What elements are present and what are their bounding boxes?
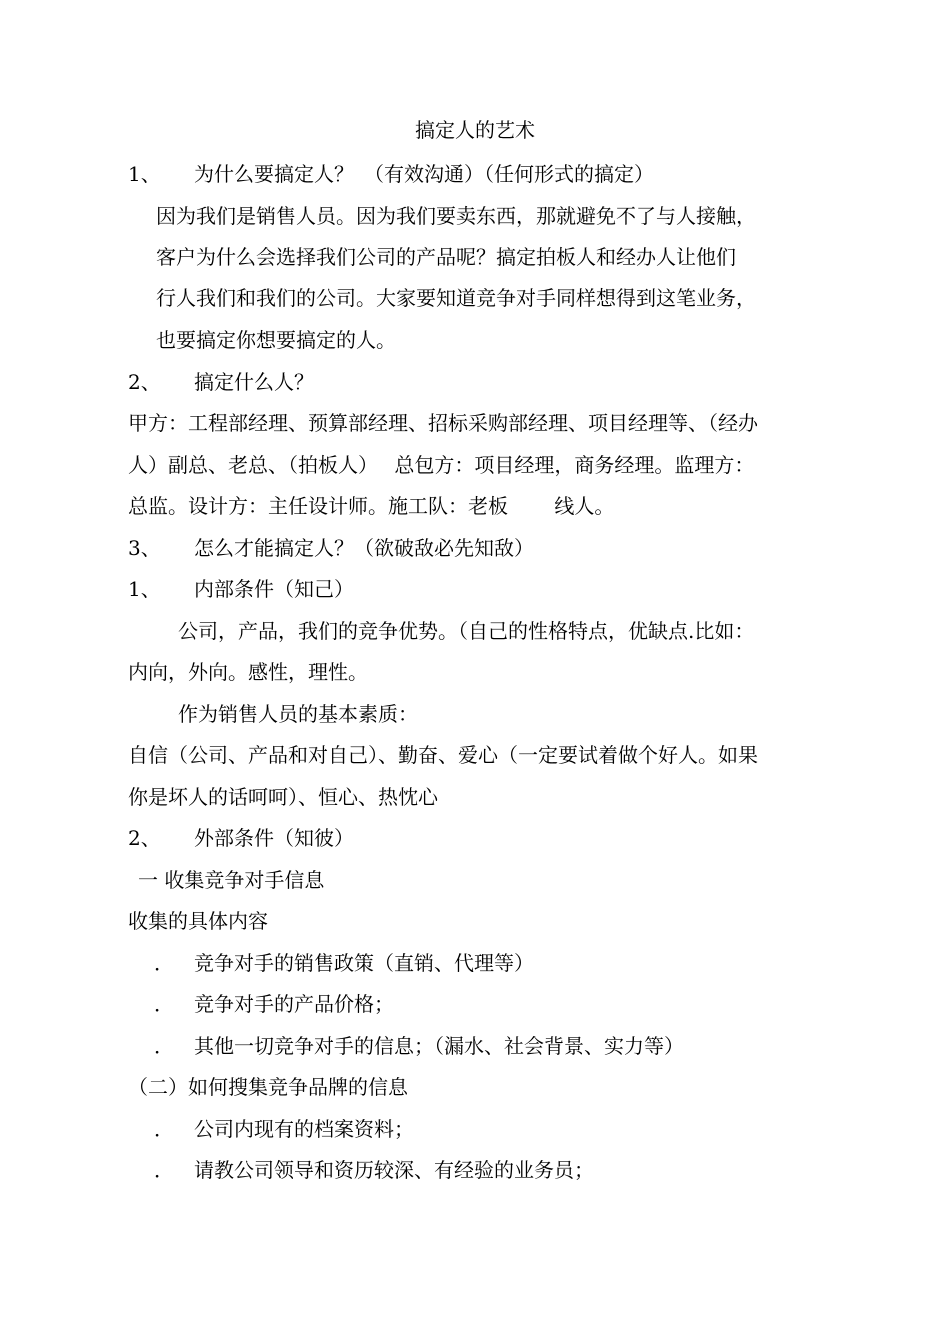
section-3b-heading: 外部条件（知彼） <box>194 826 354 850</box>
section-3b-number: 2、 <box>128 826 161 850</box>
section-3a-line-2: 内向，外向。感性，理性。 <box>128 660 368 684</box>
section-3a-number: 1、 <box>128 577 161 601</box>
section-3a-line-5: 你是坏人的话呵呵）、恒心、热忱心 <box>128 785 438 809</box>
list-bullet: ． <box>154 992 174 1016</box>
subsection-2-heading: （二）如何搜集竞争品牌的信息 <box>128 1075 408 1099</box>
document-title: 搞定人的艺术 <box>415 118 535 142</box>
section-2-number: 2、 <box>128 370 161 394</box>
section-3-heading: 怎么才能搞定人？（欲破敌必先知敌） <box>194 536 534 560</box>
section-2-line-1: 甲方：工程部经理、预算部经理、招标采购部经理、项目经理等、（经办 <box>128 411 758 435</box>
subsection-1-heading: 一 收集竞争对手信息 <box>138 868 325 892</box>
section-1-line-3: 行人我们和我们的公司。大家要知道竞争对手同样想得到这笔业务， <box>156 286 756 310</box>
section-3a-heading: 内部条件（知己） <box>194 577 354 601</box>
section-2-line-3: 总监。设计方：主任设计师。施工队：老板 线人。 <box>128 494 615 518</box>
section-1-line-4: 也要搞定你想要搞定的人。 <box>156 328 396 352</box>
section-2-heading: 搞定什么人？ <box>194 370 314 394</box>
list-bullet: ． <box>154 1117 174 1141</box>
section-1-heading: 为什么要搞定人？ （有效沟通）（任何形式的搞定） <box>194 162 654 186</box>
section-3a-line-4: 自信（公司、产品和对自己）、勤奋、爱心（一定要试着做个好人。如果 <box>128 743 758 767</box>
section-3-number: 3、 <box>128 536 161 560</box>
list-item: 其他一切竞争对手的信息；（漏水、社会背景、实力等） <box>194 1034 684 1058</box>
list-item: 竞争对手的产品价格； <box>194 992 394 1016</box>
subsection-1-intro: 收集的具体内容 <box>128 909 268 933</box>
list-item: 竞争对手的销售政策（直销、代理等） <box>194 951 534 975</box>
section-1-line-2: 客户为什么会选择我们公司的产品呢？搞定拍板人和经办人让他们 <box>156 245 736 269</box>
list-bullet: ． <box>154 1034 174 1058</box>
list-item: 请教公司领导和资历较深、有经验的业务员； <box>194 1158 594 1182</box>
section-1-line-1: 因为我们是销售人员。因为我们要卖东西，那就避免不了与人接触， <box>156 204 756 228</box>
list-item: 公司内现有的档案资料； <box>194 1117 414 1141</box>
list-bullet: ． <box>154 951 174 975</box>
section-3a-line-1: 公司，产品，我们的竞争优势。（自己的性格特点，优缺点.比如： <box>178 619 755 643</box>
section-2-line-2: 人）副总、老总、（拍板人） 总包方：项目经理，商务经理。监理方： <box>128 453 755 477</box>
section-1-number: 1、 <box>128 162 161 186</box>
section-3a-line-3: 作为销售人员的基本素质： <box>178 702 418 726</box>
list-bullet: ． <box>154 1158 174 1182</box>
